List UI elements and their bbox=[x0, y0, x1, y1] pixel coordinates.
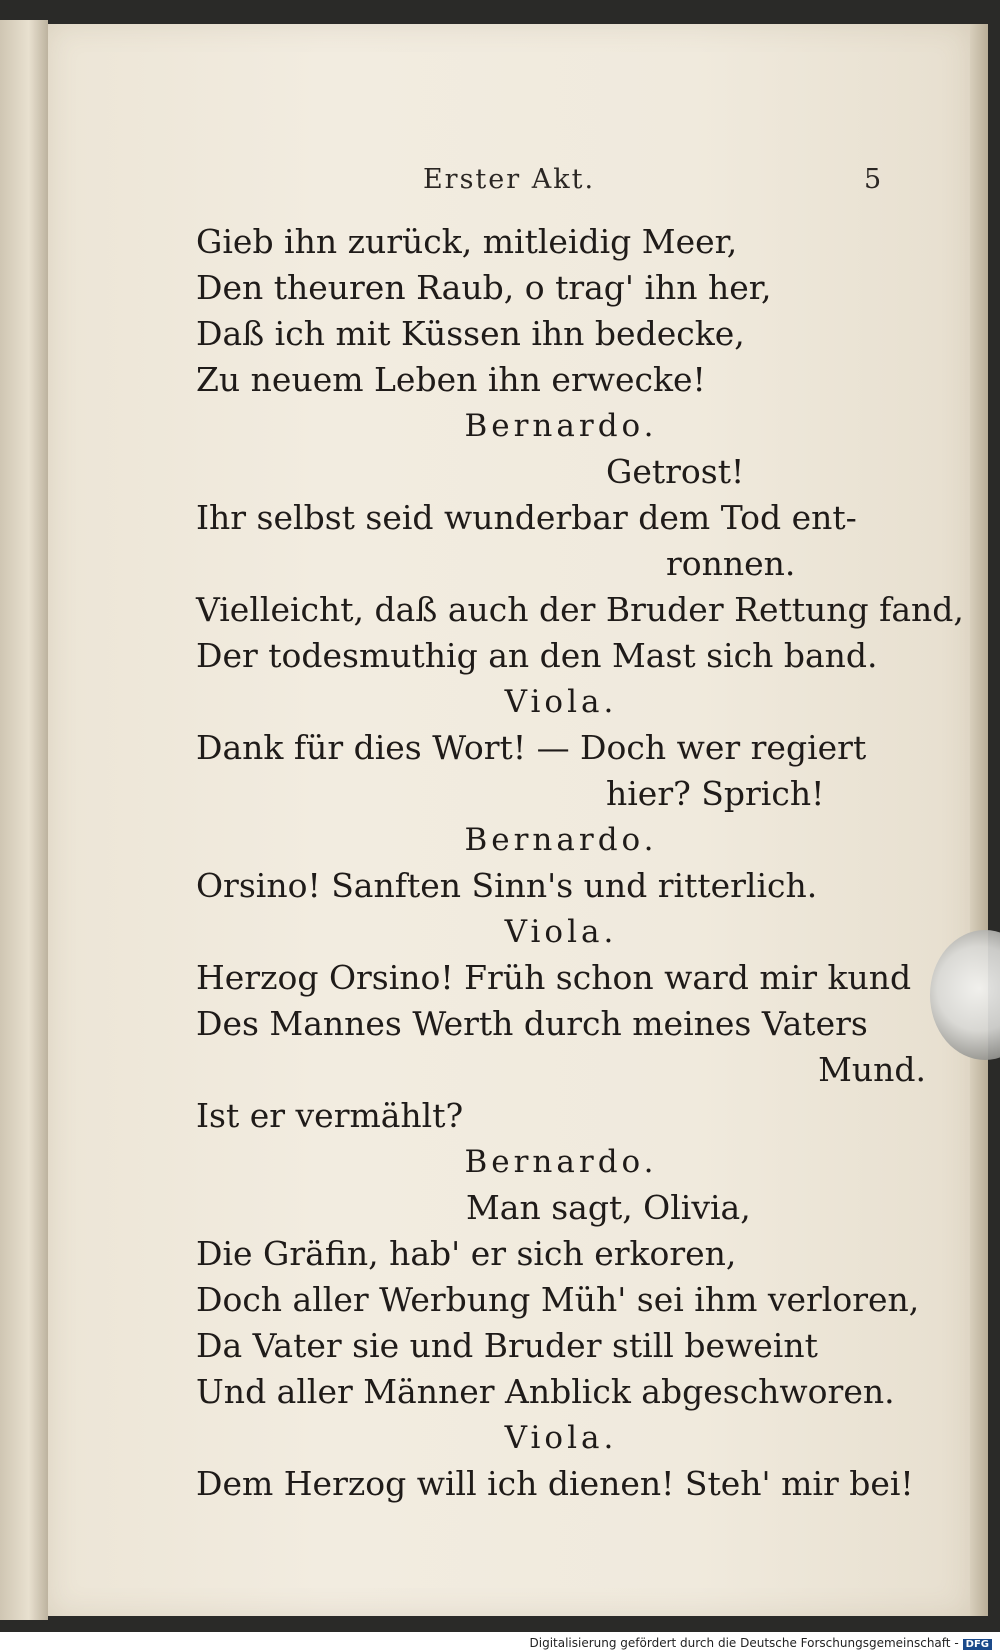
verse-line: Die Gräfin, hab' er sich erkoren, bbox=[196, 1234, 737, 1273]
verse-line: Daß ich mit Küssen ihn bedecke, bbox=[196, 314, 745, 353]
verse-line: Dem Herzog will ich dienen! Steh' mir bei! bbox=[196, 1464, 914, 1503]
footer-credit bbox=[530, 1636, 993, 1650]
speaker-name: Viola. bbox=[504, 1420, 618, 1456]
verse-line: Getrost! bbox=[606, 452, 745, 491]
verse-line: Des Mannes Werth durch meines Vaters bbox=[196, 1004, 868, 1043]
verse-line: Zu neuem Leben ihn erwecke! bbox=[196, 360, 706, 399]
verse-line: Gieb ihn zurück, mitleidig Meer, bbox=[196, 222, 738, 261]
speaker-name: Bernardo. bbox=[464, 822, 658, 858]
page-header bbox=[48, 164, 970, 204]
verse-line: Herzog Orsino! Früh schon ward mir kund bbox=[196, 958, 912, 997]
verse-line: Da Vater sie und Bruder still beweint bbox=[196, 1326, 818, 1365]
speaker-name: Viola. bbox=[504, 684, 618, 720]
verse-line: Und aller Männer Anblick abgeschworen. bbox=[196, 1372, 895, 1411]
verse-line: Man sagt, Olivia, bbox=[466, 1188, 751, 1227]
verse-line-continuation: Mund. bbox=[818, 1050, 926, 1089]
verse-line: Ist er vermählt? bbox=[196, 1096, 464, 1135]
verse-line: Ihr selbst seid wunderbar dem Tod ent- bbox=[196, 498, 857, 537]
verse-line: Der todesmuthig an den Mast sich band. bbox=[196, 636, 878, 675]
verse-line: Vielleicht, daß auch der Bruder Rettung fand, bbox=[196, 590, 964, 629]
verse-line: Dank für dies Wort! — Doch wer regiert bbox=[196, 728, 867, 767]
book-left-edge bbox=[0, 20, 48, 1620]
page-number: 5 bbox=[864, 164, 882, 195]
verse-line: Den theuren Raub, o trag' ihn her, bbox=[196, 268, 772, 307]
dfg-logo: DFG bbox=[963, 1639, 992, 1650]
verse-line-continuation: hier? Sprich! bbox=[606, 774, 825, 813]
verse-line: Doch aller Werbung Müh' sei ihm verloren, bbox=[196, 1280, 920, 1319]
speaker-name: Bernardo. bbox=[464, 408, 658, 444]
book-page bbox=[48, 24, 970, 1616]
play-text bbox=[196, 219, 964, 1507]
verse-line-continuation: ronnen. bbox=[666, 544, 796, 583]
book-right-edge bbox=[970, 24, 988, 1616]
speaker-name: Bernardo. bbox=[464, 1144, 658, 1180]
verse-line: Orsino! Sanften Sinn's und ritterlich. bbox=[196, 866, 818, 905]
speaker-name: Viola. bbox=[504, 914, 618, 950]
credit-text: Digitalisierung gefördert durch die Deutsche Forschungsgemeinschaft - bbox=[529, 1636, 959, 1650]
running-title: Erster Akt. bbox=[422, 164, 596, 195]
